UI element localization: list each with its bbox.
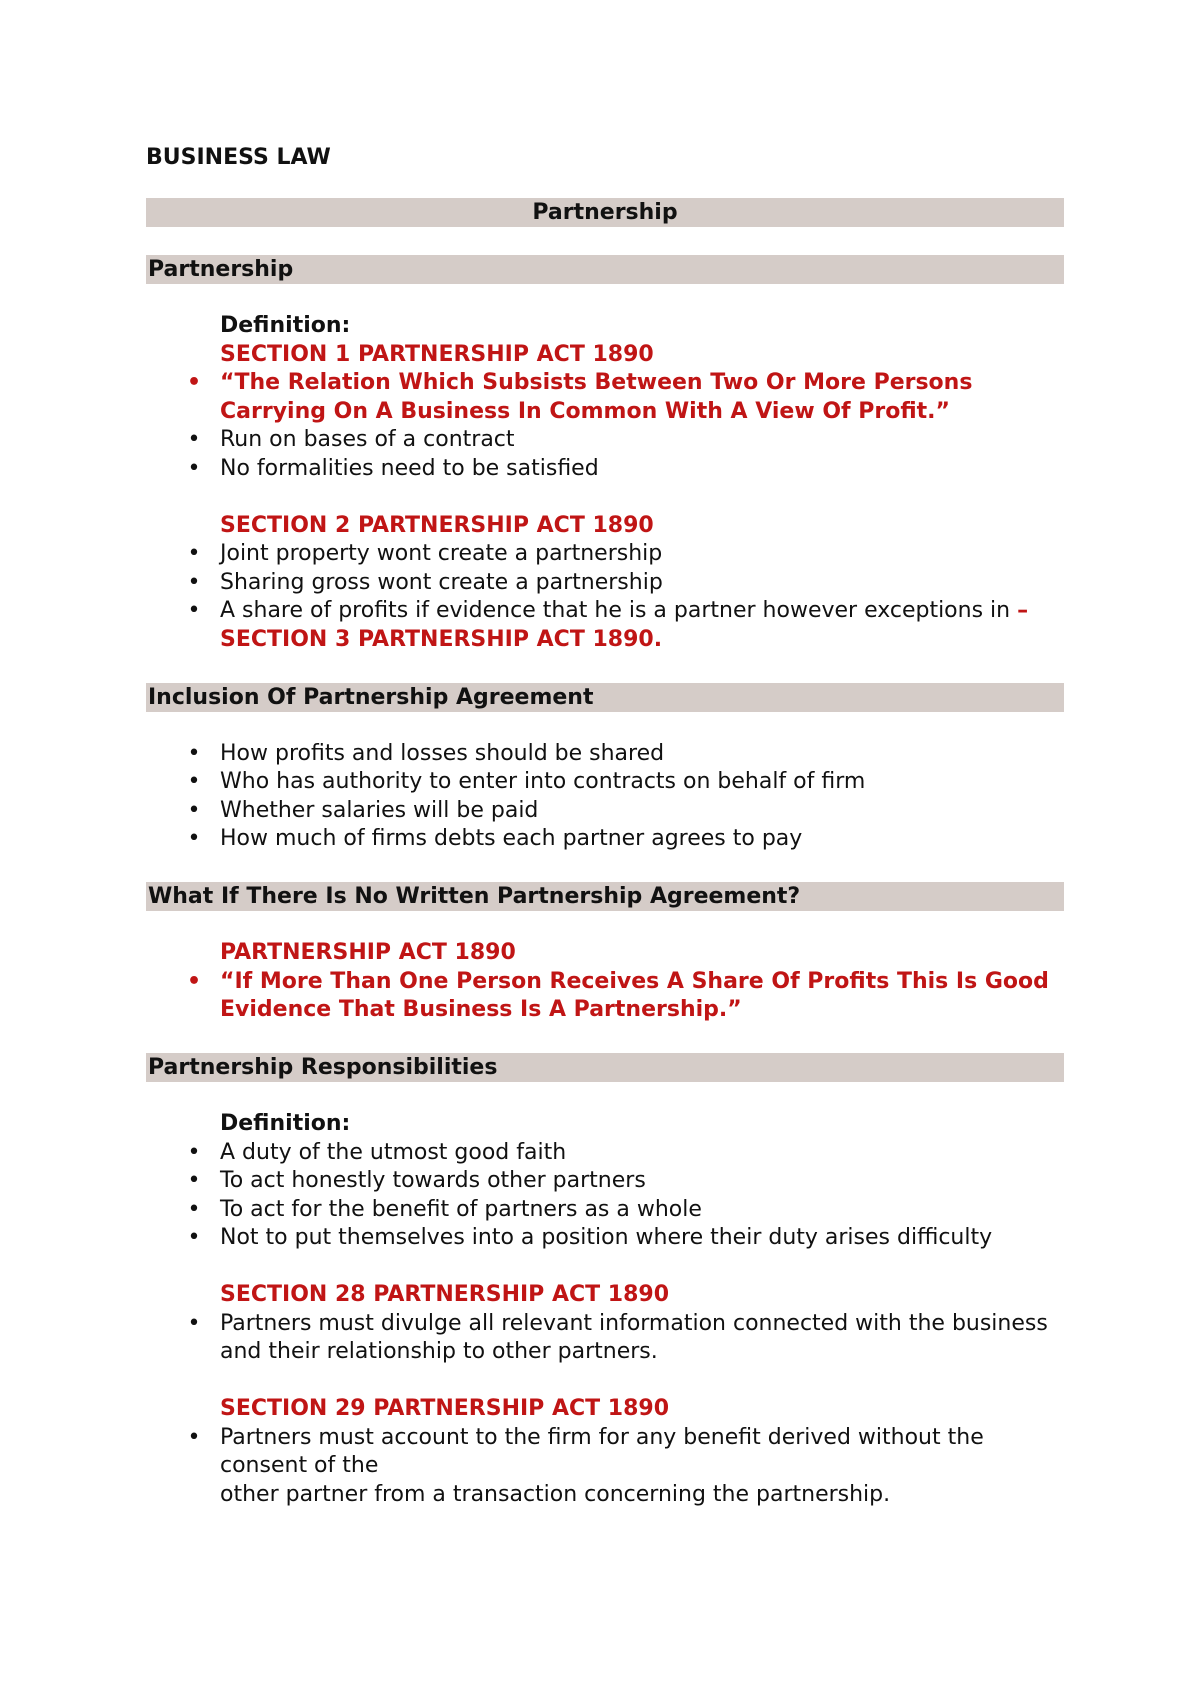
list-item-text: Partners must account to the firm for any benefit derived without the consent of the (220, 1424, 984, 1478)
statute-heading: SECTION 29 PARTNERSHIP ACT 1890 (220, 1396, 670, 1421)
list-item-text: To act for the benefit of partners as a whole (220, 1196, 702, 1222)
bullet-icon: • (187, 797, 201, 823)
list-item (187, 1224, 1064, 1253)
list-item-text: “The Relation Which Subsists Between Two Or More Persons Carrying On A Business In Common With A View Of Profit.” (220, 370, 973, 424)
list-item-text: Whether salaries will be paid (220, 797, 539, 823)
bullet-icon: • (187, 1168, 201, 1193)
bullet-icon: • (187, 1196, 201, 1222)
list-item-text: Sharing gross wont create a partnership (220, 569, 663, 595)
list-item-continuation: other partner from a transaction concerning the partnership. (220, 1481, 891, 1507)
list-item (187, 1310, 1064, 1367)
list-item (187, 569, 1064, 598)
list-item (187, 597, 1064, 654)
list-item-text: To act honestly towards other partners (220, 1168, 646, 1193)
list-item (187, 797, 1064, 826)
list-item (187, 426, 1064, 455)
list-item-text: Partners must divulge all relevant information connected with the business and their relationship to other partners. (220, 1310, 1048, 1364)
definition-label: Definition: (220, 1111, 351, 1136)
list-item-text: How profits and losses should be shared (220, 740, 665, 766)
bullet-icon: • (187, 455, 201, 481)
bullet-icon: • (187, 1139, 201, 1165)
list-item-text: A duty of the utmost good faith (220, 1139, 567, 1165)
bullet-icon: • (187, 826, 201, 851)
list-item (187, 1167, 1064, 1196)
bullet-icon: • (187, 1310, 201, 1336)
section-heading-inclusion: Inclusion Of Partnership Agreement (146, 683, 1064, 712)
statute-heading: PARTNERSHIP ACT 1890 (220, 940, 516, 965)
bullet-list (186, 369, 1064, 483)
list-item (187, 768, 1064, 797)
definition-label: Definition: (220, 313, 351, 338)
main-heading: Partnership (146, 198, 1064, 227)
document-page (146, 144, 1064, 1509)
bullet-icon: • (187, 1225, 201, 1250)
bullet-icon: • (187, 769, 201, 794)
bullet-list (187, 1310, 1064, 1367)
bullet-list (187, 1139, 1064, 1253)
list-item-text: Run on bases of a contract (220, 427, 515, 452)
bullet-icon: • (187, 427, 201, 452)
list-item (187, 1424, 1064, 1481)
section-heading-no-agreement: What If There Is No Written Partnership Agreement? (146, 882, 1064, 911)
list-item-text: Joint property wont create a partnership (220, 541, 663, 566)
list-item (187, 825, 1064, 854)
list-item-text: Who has authority to enter into contracts on behalf of firm (220, 769, 866, 794)
list-item (187, 1139, 1064, 1168)
list-item (187, 1196, 1064, 1225)
bullet-list (187, 740, 1064, 854)
list-item-text: Not to put themselves into a position where their duty arises difficulty (220, 1225, 993, 1250)
bullet-list (187, 540, 1064, 654)
list-item-text: How much of firms debts each partner agrees to pay (220, 826, 803, 851)
list-item-text: “If More Than One Person Receives A Share Of Profits This Is Good Evidence That Business Is A Partnership.” (220, 968, 1049, 1022)
bullet-icon: • (186, 968, 202, 994)
list-item (187, 540, 1064, 569)
section-body-partnership (146, 312, 1064, 654)
list-item (186, 369, 1064, 426)
list-item-text: A share of profits if evidence that he is a partner however exceptions in (220, 598, 1018, 623)
bullet-list (186, 968, 1064, 1025)
statute-reference: – SECTION 3 PARTNERSHIP ACT 1890. (220, 598, 1029, 652)
section-body-inclusion (146, 740, 1064, 854)
list-item (187, 740, 1064, 769)
statute-heading: SECTION 28 PARTNERSHIP ACT 1890 (220, 1282, 670, 1307)
list-item (186, 968, 1064, 1025)
bullet-icon: • (187, 598, 201, 623)
bullet-icon: • (187, 1424, 201, 1450)
statute-heading: SECTION 2 PARTNERSHIP ACT 1890 (220, 512, 654, 538)
section-heading-partnership: Partnership (146, 255, 1064, 284)
bullet-icon: • (187, 740, 201, 766)
section-heading-responsibilities: Partnership Responsibilities (146, 1053, 1064, 1082)
bullet-icon: • (187, 569, 201, 595)
statute-heading: SECTION 1 PARTNERSHIP ACT 1890 (220, 341, 654, 367)
list-item-text: No formalities need to be satisfied (220, 455, 599, 481)
bullet-icon: • (187, 541, 201, 566)
section-body-no-agreement (146, 939, 1064, 1025)
bullet-icon: • (186, 370, 202, 395)
document-title: BUSINESS LAW (146, 145, 331, 170)
section-body-responsibilities (146, 1110, 1064, 1509)
list-item (187, 455, 1064, 484)
bullet-list (187, 1424, 1064, 1481)
